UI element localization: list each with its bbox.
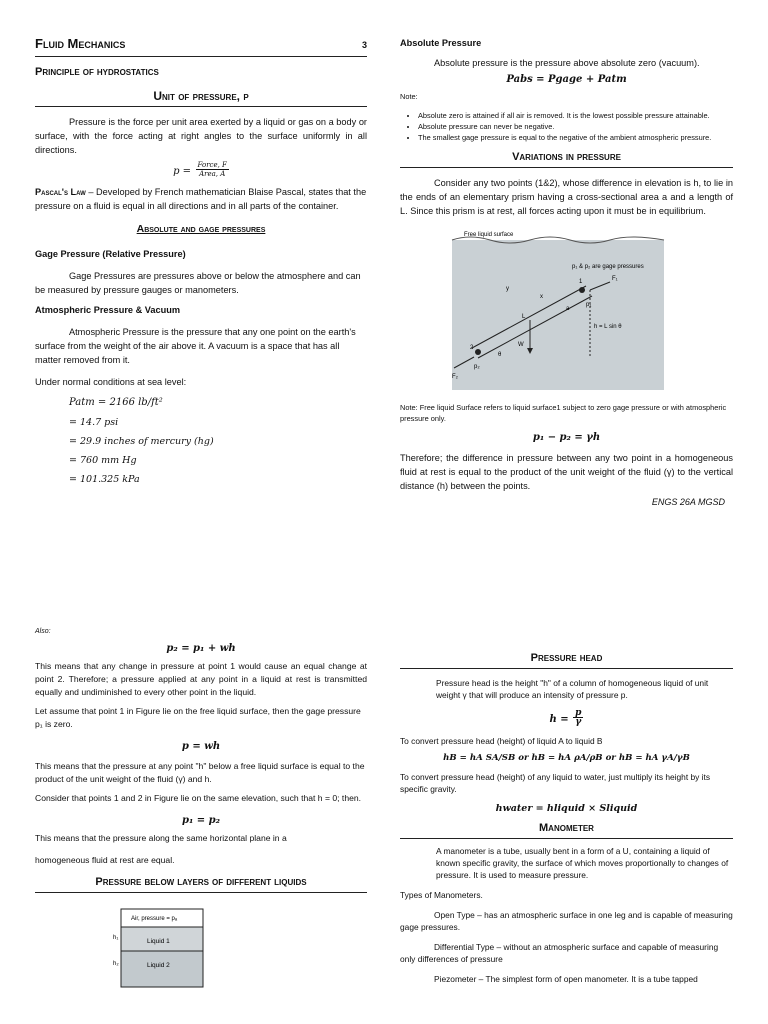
label-x: x [540,294,543,300]
patm-equation: Patm = 2166 lb/ft² [69,397,163,408]
absolute-pressure-equation: Pabs = Pgage + Patm [506,74,627,85]
conversion-list [69,417,367,485]
atmospheric-text: Atmospheric Pressure is the pressure that any one point on the earth's surface from the weight of the air above it. A vacuum is a space that has all matter removed from it. [35,327,356,365]
convert-equation: hB = hA SA/SB or hB = hA ρA/ρB or hB = hA γA/γB [443,753,690,763]
label-height: h = L sin θ [594,324,622,330]
label-pt2: 2 [470,345,474,351]
heading-variations: Variations in pressure [512,151,621,163]
inclined-prism-figure [400,228,733,398]
pressure-definition: Pressure is the force per unit area exerted by a liquid or gas on a body or surface, with the force acting at right angles to the surface uniformly in all directions. [35,117,367,155]
conversion-kpa: = 101.325 kPa [69,474,140,485]
water-head-equation: hwater = hliquid × Sliquid [495,803,638,814]
label-p2: p₂ [474,364,480,370]
label-pt1: 1 [579,279,583,285]
heading-atmospheric: Atmospheric Pressure & Vacuum [35,305,181,315]
also-label: Also: [35,628,51,635]
convert-ab-text: To convert pressure head (height) of liquid A to liquid B [400,736,603,746]
heading-gage-pressure: Gage Pressure (Relative Pressure) [35,249,186,259]
heading-unit-of-pressure: Unit of pressure, p [153,89,249,103]
page1-right-column [400,36,733,507]
label-y: y [506,286,509,292]
notes-list [400,110,733,143]
label-h2: h₂ [113,961,119,967]
homogeneous-text: homogeneous fluid at rest are equal. [35,855,175,865]
liquid-2-layer [121,951,203,987]
label-liquid-1: Liquid 1 [147,938,170,945]
page1-left-column [35,36,367,485]
pressure-head-text: Pressure head is the height "h" of a column of homogeneous liquid of unit weight γ that will produce an intensity of pressure p. [436,678,709,700]
heading-manometer: Manometer [539,822,594,834]
label-surface: Free liquid surface [464,232,514,238]
differential-type-text: Differential Type – without an atmospheric surface and capable of measuring only differences of pressure [400,942,719,964]
gage-pressure-text: Gage Pressures are pressures above or below the atmosphere and can be measured by pressure gauges or manometers. [35,271,361,295]
open-type-text: Open Type – has an atmospheric surface in one leg and is capable of measuring gage pressures. [400,910,733,932]
label-liquid-2: Liquid 2 [147,962,170,969]
types-of-manometers: Types of Manometers. [400,890,483,900]
point-2-marker [475,349,481,355]
piezometer-text: Piezometer – The simplest form of open manometer. It is a tube tapped [434,974,698,984]
equation-p2: p₂ = p₁ + wh [166,643,236,654]
figure-note: Note: Free liquid Surface refers to liquid surface1 subject to zero gage pressure or with atmospheric pressure only. [400,403,727,423]
variations-text: Consider any two points (1&2), whose difference in elevation is h, to lie in the ends of an elementary prism having a cross-sectional area a and a length of L. Since this prism is at rest, all forces acting upon it must be in equilibrium. [400,178,733,216]
label-p1: p₁ [586,302,592,308]
pressure-head-equation: h = $\frac{p}{\gamma}$ [549,708,582,728]
note-label: Note: [400,92,418,101]
layers-figure [35,905,367,995]
therefore-text: Therefore; the difference in pressure between any two point in a homogeneous fluid at rest is equal to the product of the unit weight of the fluid (γ) to the vertical distance (h) between the points. [400,453,733,491]
label-f2: F₂ [452,374,458,380]
note-item: • Absolute zero is attained if all air is removed. It is the lowest possible pressure attainable. [418,110,733,121]
equation-p1-p2: p₁ = p₂ [181,815,221,826]
label-h1: h₁ [113,935,119,941]
conversion-mm-hg: = 760 mm Hg [69,455,137,466]
heading-layers: Pressure below layers of different liquids [95,876,307,888]
pressure-equation: p = $\frac{\text{Force, F}}{\text{Area, A}}$ [173,161,227,179]
page2-left-column [35,628,367,995]
heading-absolute-gage: Absolute and gage pressures [136,223,266,235]
conversion-psi: = 14.7 psi [69,417,119,428]
label-a: a [566,306,570,312]
free-surface-assumption: Let assume that point 1 in Figure lie on the free liquid surface, then the gage pressure p₁ is zero. [35,706,361,729]
page-header [35,36,367,51]
pascals-law: Pascal's Law – Developed by French mathematician Blaise Pascal, states that the pressure on a fluid is equal in all directions and in all parts of the container. [35,187,367,211]
heading-absolute-pressure: Absolute Pressure [400,38,482,48]
label-f1: F₁ [612,276,618,282]
absolute-pressure-text: Absolute pressure is the pressure above absolute zero (vacuum). [434,58,700,68]
page-footer: ENGS 26A MGSD [651,497,725,507]
document-title: Fluid Mechanics [35,36,126,51]
point-1-marker [579,287,585,293]
label-air: Air, pressure = pₐ [131,916,178,922]
convert-water-text: To convert pressure head (height) of any liquid to water, just multiply its height by its specific gravity. [400,772,711,794]
label-l: L [522,314,526,320]
label-gage: p₁ & p₂ are gage pressures [572,264,644,270]
heading-pressure-head: Pressure head [530,652,603,664]
note-item: • The smallest gage pressure is equal to the negative of the ambient atmospheric pressure. [418,132,733,143]
section-title-principle: Principle of hydrostatics [35,66,159,78]
p-wh-explanation: This means that the pressure at any point "h" below a free liquid surface is equal to the product of the unit weight of the fluid (γ) and h. [35,761,365,784]
p2-explanation: This means that any change in pressure at point 1 would cause an equal change at point 2. Therefore; a pressure applied at any point in a liquid at rest is transmitted equally and undiminished to every other point in the liquid. [35,661,367,697]
equation-p-wh: p = wh [181,741,221,752]
horizontal-plane-text: This means that the pressure along the same horizontal plane in a [35,833,287,843]
page-number: 3 [361,40,367,50]
note-item: • Absolute pressure can never be negative. [418,121,733,132]
label-weight: W [518,342,524,348]
sea-level-text: Under normal conditions at sea level: [35,377,187,387]
manometer-text: A manometer is a tube, usually bent in a form of a U, containing a liquid of known specific gravity, the surface of which moves proportionally to changes of pressure. It is used to measure pressure. [436,846,729,880]
same-elevation-text: Consider that points 1 and 2 in Figure lie on the same elevation, such that h = 0; then. [35,793,362,803]
page2-right-column [400,652,733,985]
label-theta: θ [498,352,502,358]
conversion-inches-hg: = 29.9 inches of mercury (hg) [69,436,214,447]
pressure-difference-equation: p₁ − p₂ = γh [532,432,601,443]
